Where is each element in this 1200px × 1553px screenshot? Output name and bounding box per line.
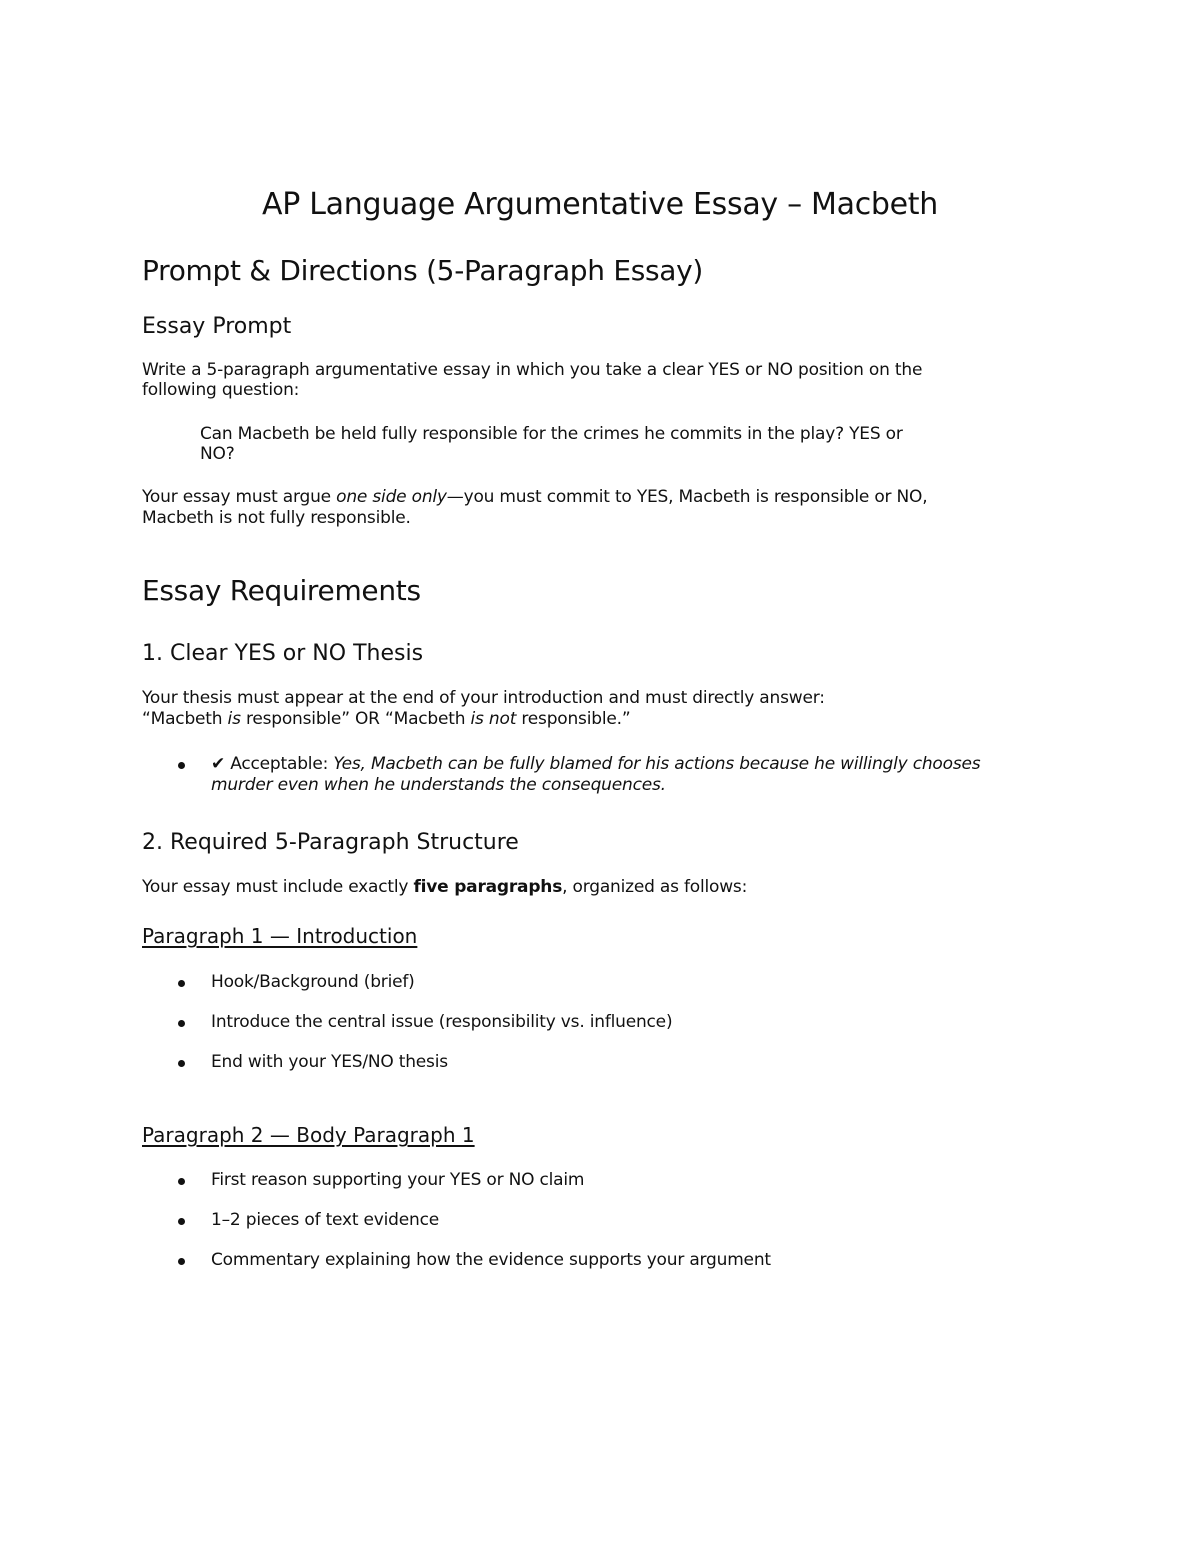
thesis-example-text: Yes, Macbeth can be fully blamed for his actions because he willingly chooses xyxy=(333,754,981,774)
bullet-icon xyxy=(178,1060,185,1067)
argue-pre: Your essay must argue xyxy=(142,487,337,507)
bullet-icon xyxy=(178,980,185,987)
thesis-line2 xyxy=(142,709,630,730)
thesis-example-label: ✔ Acceptable: xyxy=(211,754,334,774)
structure-heading: 2. Required 5-Paragraph Structure xyxy=(142,830,519,855)
structure-intro-bold: five paragraphs xyxy=(413,877,563,897)
prompt-intro-line2: following question: xyxy=(142,380,300,400)
thesis-q2-close: responsible.” xyxy=(516,709,631,729)
bullet-icon xyxy=(178,762,185,769)
bullet-icon xyxy=(178,1218,185,1225)
list-item: Commentary explaining how the evidence supports your argument xyxy=(211,1250,771,1270)
prompt-question-line2: NO? xyxy=(200,444,235,464)
prompt-question-line1: Can Macbeth be held fully responsible for the crimes he commits in the play? YES or xyxy=(200,424,903,444)
thesis-q2-em: is not xyxy=(470,709,517,729)
argue-emphasis: one side only xyxy=(336,487,447,507)
thesis-line1: Your thesis must appear at the end of your introduction and must directly answer: xyxy=(142,688,825,708)
list-item: First reason supporting your YES or NO claim xyxy=(211,1170,585,1190)
list-item: 1–2 pieces of text evidence xyxy=(211,1210,439,1230)
argue-line2: Macbeth is not fully responsible. xyxy=(142,508,411,528)
thesis-q1-em: is xyxy=(227,709,241,729)
bullet-icon xyxy=(178,1178,185,1185)
requirements-heading: Essay Requirements xyxy=(142,574,421,607)
structure-intro-pre: Your essay must include exactly xyxy=(142,877,414,897)
essay-prompt-subheading: Essay Prompt xyxy=(142,314,292,339)
bullet-icon xyxy=(178,1020,185,1027)
paragraph1-heading: Paragraph 1 — Introduction xyxy=(142,924,418,948)
bullet-icon xyxy=(178,1258,185,1265)
argue-post: —you must commit to YES, Macbeth is responsible or NO, xyxy=(446,487,928,507)
prompt-intro-line1: Write a 5-paragraph argumentative essay in which you take a clear YES or NO position on the xyxy=(142,360,923,380)
document-title: AP Language Argumentative Essay – Macbeth xyxy=(262,187,938,222)
structure-intro-post: , organized as follows: xyxy=(562,877,748,897)
structure-intro xyxy=(142,877,747,898)
prompt-heading: Prompt & Directions (5-Paragraph Essay) xyxy=(142,254,704,287)
thesis-example-line2: murder even when he understands the consequences. xyxy=(211,775,666,795)
paragraph2-heading: Paragraph 2 — Body Paragraph 1 xyxy=(142,1123,475,1147)
thesis-example-line1 xyxy=(211,754,980,775)
list-item: Introduce the central issue (responsibility vs. influence) xyxy=(211,1012,673,1032)
argue-line1 xyxy=(142,487,927,508)
thesis-q1-close: responsible” OR “Macbeth xyxy=(240,709,471,729)
thesis-q1-open: “Macbeth xyxy=(142,709,228,729)
thesis-heading: 1. Clear YES or NO Thesis xyxy=(142,641,424,666)
list-item: End with your YES/NO thesis xyxy=(211,1052,448,1072)
list-item: Hook/Background (brief) xyxy=(211,972,415,992)
